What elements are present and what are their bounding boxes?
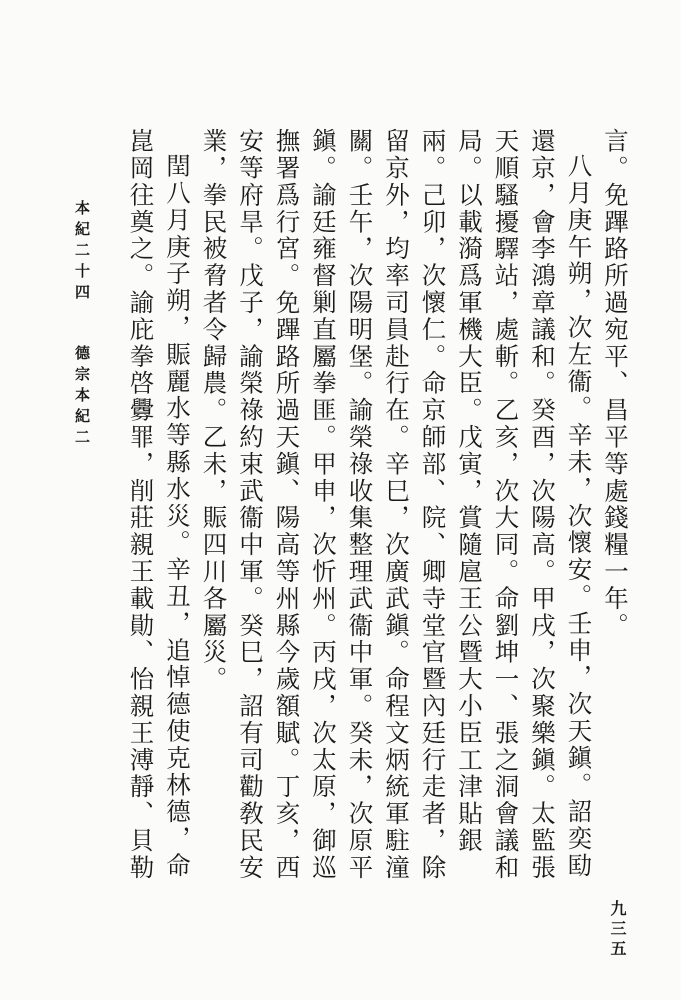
paragraph-continuation: 言。免蹕路所過宛平、昌平等處錢糧一年。 (601, 128, 630, 640)
paragraph-august: 八月庚午朔，次左衞。辛未，次懷安。壬申，次天鎭。詔奕劻還京，會李鴻章議和。癸酉，次陽高。甲戌，次聚樂鎭。太監張天順騷擾驛站，處斬。乙亥，次大同。命劉坤一、張之洞會議和局。以載漪爲軍機大臣。戊寅，賞隨扈王公暨大小臣工津貼銀兩。己卯，次懷仁。命京師部、院、卿寺堂官暨內廷行走者，除留京外，均率司員赴行在。辛巳，次廣武鎭。命程文炳統軍駐潼關。壬午，次陽明堡。諭榮祿收集整理武衞中軍。癸未，次原平鎭。諭廷雍督剿直屬拳匪。甲申，次忻州。丙戌，次太原，御巡撫署爲行宮。免蹕路所過天鎭、陽高等州縣今歲額賦。丁亥，西安等府旱。戊子，諭榮祿約束武衞中軍。癸巳，詔有司勸敎民安業，拳民被脅者令歸農。乙未，賑四川各屬災。 (199, 128, 594, 882)
folio-title: 本紀二十四 (73, 200, 91, 305)
folio-margin (72, 200, 92, 960)
vertical-body-text (121, 128, 633, 888)
paragraph-intercalary-august: 閏八月庚子朔，賑麗水等縣水災。辛丑，追悼德使克林德，命崑岡往奠之。諭庇拳啓釁罪，削莊親王載勛、怡親王溥靜、貝勒 (126, 128, 192, 882)
folio-subtitle: 德宗本紀二 (73, 345, 91, 450)
page-number: 九三五 (608, 900, 627, 960)
